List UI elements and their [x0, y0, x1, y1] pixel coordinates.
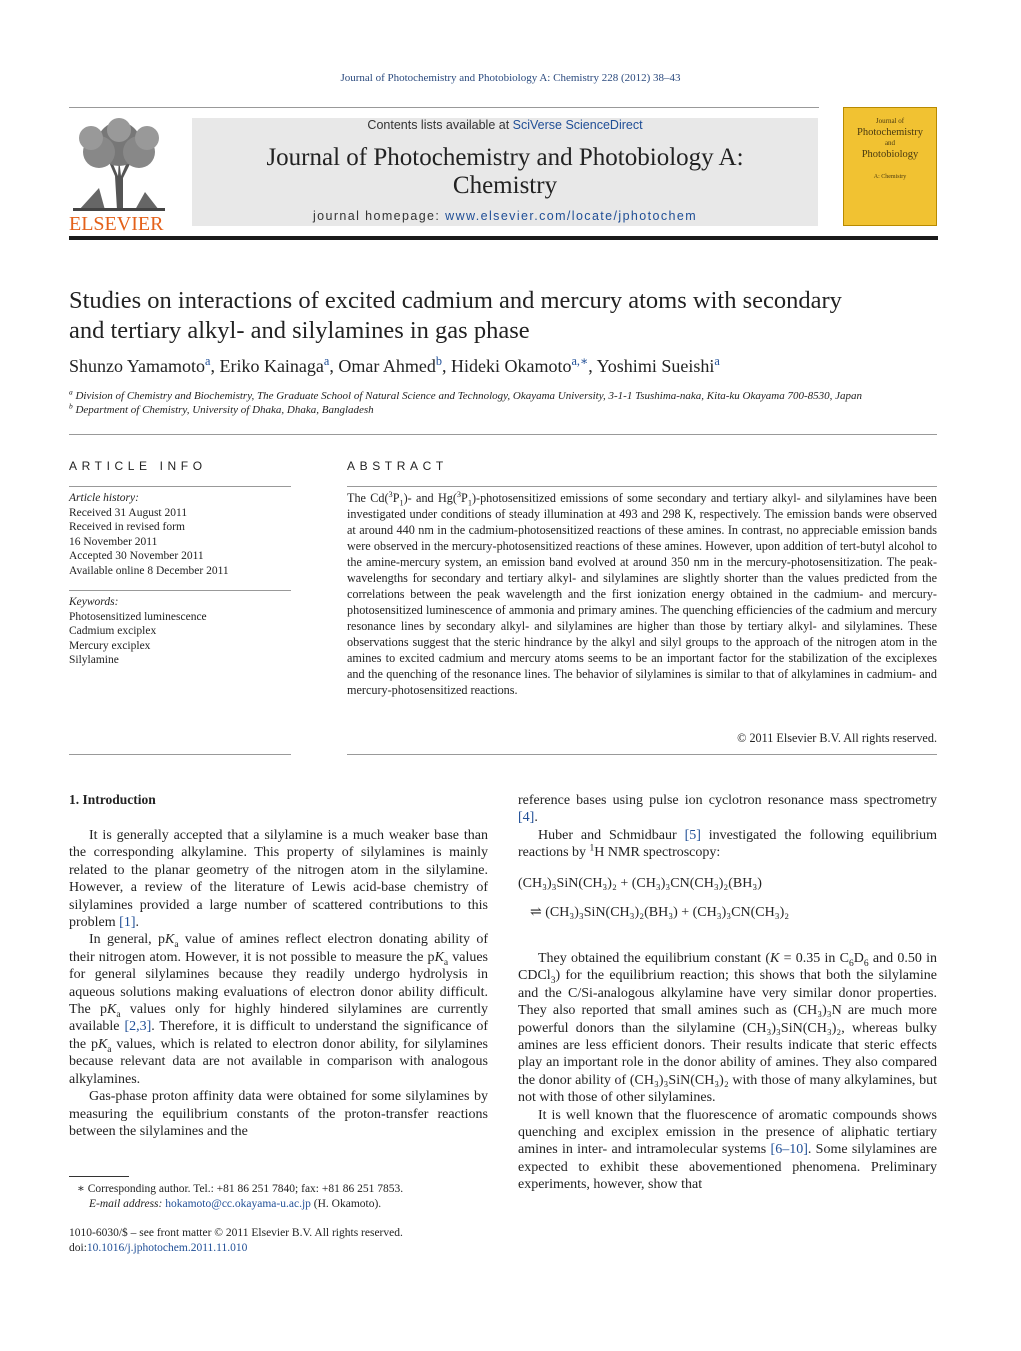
paragraph-text: H NMR spectroscopy: — [594, 845, 721, 861]
author-name[interactable]: Shunzo Yamamoto — [69, 356, 206, 376]
elsevier-tree-icon — [69, 118, 169, 212]
homepage-prefix: journal homepage: — [312, 209, 446, 223]
masthead-rule — [69, 236, 938, 240]
left-column-body — [69, 827, 488, 1140]
history-item: Received in revised form — [69, 521, 185, 533]
paragraph-text: values for general silylamines because they readily undergo hydrolysis in aqueous solutions making evaluations of electron donor ability difficult. The p — [69, 949, 488, 1018]
footnotes — [69, 1182, 499, 1211]
citation-link[interactable]: [4] — [518, 810, 535, 826]
issn-line: 1010-6030/$ – see front matter © 2011 Elsevier B.V. All rights reserved. — [69, 1227, 403, 1239]
author-affil-mark[interactable]: a — [714, 354, 720, 368]
article-info-label: ARTICLE INFO — [69, 459, 207, 473]
citation-link[interactable]: [2,3] — [124, 1019, 152, 1035]
paragraph-text: They obtained the equilibrium constant ( — [538, 951, 770, 966]
abstract-rule — [347, 486, 937, 487]
keyword: Cadmium exciplex — [69, 625, 157, 637]
footnote-text: (H. Okamoto). — [310, 1197, 382, 1210]
author-affil-mark[interactable]: a — [323, 354, 330, 368]
pka-symbol: K — [97, 1036, 108, 1052]
author-name[interactable]: Omar Ahmed — [338, 356, 436, 376]
article-title-line1: Studies on interactions of excited cadmium and mercury atoms with secondary — [69, 287, 842, 314]
journal-homepage — [192, 209, 818, 223]
author-name[interactable]: Eriko Kainaga — [219, 356, 324, 376]
email-label: E-mail address: — [89, 1197, 166, 1210]
paragraph-text: . — [534, 810, 538, 826]
contents-line — [192, 118, 818, 132]
paragraph-text: values, which is related to electron donor ability, for silylamines because relevant data are not available in comparison with analogous alkylamines. — [69, 1036, 488, 1087]
affiliation-text: Department of Chemistry, University of Dhaka, Dhaka, Bangladesh — [75, 404, 374, 416]
email-link[interactable]: hokamoto@cc.okayama-u.ac.jp — [165, 1197, 311, 1210]
article-info-bottom-rule — [69, 754, 291, 755]
sciencedirect-link[interactable]: SciVerse ScienceDirect — [512, 118, 643, 132]
keyword: Photosensitized luminescence — [69, 610, 207, 623]
journal-title-line2: Chemistry — [452, 172, 558, 199]
journal-title-line1: Journal of Photochemistry and Photobiology A: — [266, 144, 744, 171]
paragraph — [518, 1107, 937, 1194]
equation-line1: (CH₃)₃SiN(CH₃)₂ + (CH₃)₃CN(CH₃)₂(BH₃) — [518, 876, 762, 891]
paragraph-text: = 0.35 in C — [779, 951, 849, 966]
footnote-text: Corresponding author. Tel.: +81 86 251 7840; fax: +81 86 251 7853. — [84, 1183, 404, 1195]
section-divider — [69, 434, 937, 435]
footnote-rule — [69, 1176, 129, 1177]
term-symbol-sup: 3 — [456, 489, 462, 499]
history-item: Accepted 30 November 2011 — [69, 550, 204, 562]
keywords-rule — [69, 590, 291, 591]
abstract-segment: )- and Hg( — [403, 491, 457, 505]
affiliation-a — [69, 389, 939, 403]
keywords-label: Keywords: — [69, 596, 119, 608]
paragraph — [69, 931, 488, 1088]
history-item: 16 November 2011 — [69, 535, 158, 548]
term-symbol-sup: 3 — [388, 489, 393, 499]
paragraph-text: investigated the following equilibrium reactions by — [518, 827, 937, 861]
history-item: Available online 8 December 2011 — [69, 564, 229, 577]
formula-subscript: 6 — [863, 958, 869, 969]
abstract-text — [347, 490, 937, 698]
keywords — [69, 595, 291, 668]
affiliation-text: Division of Chemistry and Biochemistry, The Graduate School of Natural Science and Technology, Okayama University, 3-1-1 Tsushima-naka, Kita-ku Okayama 700-8530, Japan — [75, 390, 862, 402]
article-title-line2: and tertiary alkyl- and silylamines in gas phase — [69, 317, 530, 344]
paragraph-text: . Therefore, it is difficult to understand the significance of the p — [69, 1019, 488, 1052]
equilibrium-symbol: K — [770, 951, 780, 966]
keyword: Silylamine — [69, 654, 119, 666]
elsevier-logo — [69, 118, 169, 235]
citation-link[interactable]: [1] — [119, 915, 136, 931]
pka-subscript: a — [107, 1044, 112, 1055]
pka-symbol: K — [434, 949, 444, 965]
pka-subscript: a — [116, 1009, 121, 1020]
paragraph-text: It is well known that the fluorescence of aromatic compounds shows quenching and exciplex emission in the presence of aliphatic tertiary amines in inter- and intramolecular systems — [518, 1107, 937, 1158]
pka-subscript: a — [174, 940, 179, 951]
front-matter — [69, 1226, 499, 1255]
pka-symbol: K — [165, 932, 175, 948]
doi-prefix: doi: — [69, 1241, 87, 1254]
pka-symbol: K — [107, 1002, 117, 1018]
paragraph — [69, 827, 488, 931]
paragraph — [518, 827, 937, 862]
corresponding-author-note — [69, 1182, 499, 1197]
author-affil-mark[interactable]: b — [435, 354, 442, 368]
affiliations — [69, 389, 939, 417]
doi-link[interactable]: 10.1016/j.jphotochem.2011.11.010 — [86, 1241, 248, 1254]
header-divider — [69, 107, 819, 108]
cover-line3: and — [884, 139, 896, 147]
copyright: © 2011 Elsevier B.V. All rights reserved. — [737, 731, 937, 745]
author-affil-mark[interactable]: a — [205, 354, 211, 368]
term-symbol: P — [392, 491, 400, 505]
pka-subscript: a — [443, 957, 449, 968]
abstract-segment: The Cd( — [347, 491, 389, 505]
paragraph — [518, 792, 937, 827]
keyword: Mercury exciplex — [69, 639, 151, 652]
article-info-rule — [69, 486, 291, 487]
abstract-bottom-rule — [347, 754, 937, 755]
history-label: Article history: — [69, 492, 139, 504]
homepage-link[interactable]: www.elsevier.com/locate/jphotochem — [445, 209, 698, 223]
author-affil-mark[interactable]: a,∗ — [571, 354, 589, 368]
citation-link[interactable]: [6–10] — [770, 1142, 808, 1158]
paragraph-text: reference bases using pulse ion cyclotron resonance mass spectrometry — [518, 793, 937, 808]
contents-prefix: Contents lists available at — [367, 118, 513, 132]
citation-link[interactable]: [5] — [684, 827, 701, 843]
paragraph-text: . Some silylamines are expected to exhibit these abovementioned phenomena. Preliminary experiments, however, show that — [518, 1142, 937, 1193]
paragraph-text: Huber and Schmidbaur — [538, 827, 685, 843]
author-name[interactable]: Yoshimi Sueishi — [596, 356, 715, 376]
right-column-top — [518, 792, 937, 862]
cover-line4: Photobiology — [861, 149, 919, 160]
article-title — [69, 286, 939, 346]
elsevier-wordmark: ELSEVIER — [69, 213, 164, 235]
author-name[interactable]: Hideki Okamoto — [450, 356, 572, 376]
paragraph-text: D — [853, 951, 864, 966]
paragraph-text: ) for the equilibrium reaction; this shows that both the silylamine and the C/Si-analogous alkylamine have very similar donor properties. They also reported that small amines such as (CH₃)₃N are much more powerful donors than the silylamine (CH₃)₃SiN(CH₃)₂, whereas bulky amines are less efficient donors. Their results indicate that steric effects play an important role in the donor ability of amines. They also compared the donor ability of (CH₃)₃SiN(CH₃)₂ with those of many alkylamines, but not with those of other silylamines. — [518, 968, 937, 1106]
paragraph-text: and 0.50 in CDCl — [518, 951, 938, 984]
footnote-star: ∗ — [77, 1183, 85, 1195]
cover-line2: Photochemistry — [857, 127, 923, 138]
affiliation-b — [69, 403, 939, 417]
journal-title — [192, 144, 818, 200]
doi-line — [69, 1241, 499, 1256]
article-history — [69, 491, 291, 578]
term-symbol-sub: 1 — [467, 498, 472, 508]
term-symbol: P — [461, 491, 468, 505]
cover-line5: A: Chemistry — [873, 174, 907, 180]
paragraph-text: In general, p — [89, 932, 165, 948]
paragraph-text: It is generally accepted that a silylamine is a much weaker base than the corresponding alkylamine. This property of silylamines is mainly related to the planar geometry of the nitrogen atom in the silylamine. However, a review of the literature of Lewis acid-base chemistry of silylamines provided a large number of scattered contributions to this problem — [69, 828, 488, 931]
running-head[interactable]: Journal of Photochemistry and Photobiology A: Chemistry 228 (2012) 38–43 — [340, 72, 681, 84]
formula-subscript: 6 — [848, 958, 854, 969]
email-note — [69, 1197, 499, 1212]
paragraph — [518, 950, 937, 1107]
affiliation-mark: b — [69, 401, 73, 411]
journal-cover[interactable] — [843, 107, 937, 226]
nmr-superscript: 1 — [589, 843, 595, 854]
author-list: Shunzo Yamamoto$^a$, Eriko Kainaga$^a$, Omar Ahmed$^b$, Hideki Okamoto$^{a,∗}$, Yoshimi Sueishi$^a$ — [69, 354, 720, 376]
paragraph-text: value of amines reflect electron donating ability of their nitrogen atom. However, it is not possible to measure the p — [69, 932, 489, 965]
right-column-body — [518, 950, 937, 1194]
affiliation-mark: a — [69, 387, 73, 397]
section-heading-introduction: 1. Introduction — [69, 792, 156, 807]
paragraph-text: values only for highly hindered silylamines are currently available — [69, 1002, 488, 1035]
abstract-segment: )-photosensitized emissions of some secondary and tertiary alkyl- and silylamines have been investigated under conditions of steady illumination at 493 and 298 K, respectively. The emission bands were observed at around 440 nm in the cadmium-photosensitized reactions of these amines. In contrast, no appreciable emission bands were observed in the mercury-photosensitized reactions of these amines. However, upon addition of tert-butyl alcohol to the amine-mercury system, an emission band evolved at around 350 nm in the mercury-photosensitization. The peak-wavelengths for secondary and tertiary alkyl- and silylamines are slightly shorter than the values predicted from the correlations between the peak wavelength and the first ionization energy obtained in the cadmium- and mercury-photosensitized luminescence of ammonia and primary amines. The quenching efficiencies of the cadmium and mercury resonance lines by secondary alkyl- and silylamines are higher than those by tertiary alkyl- and silylamines. These observations suggest that the steric hindrance by the alkyl and silyl groups to the approach of the nitrogen atom in the amines to excited cadmium and mercury atoms seems to be an important factor for the stabilization of the exciplexes and the quenching of the resonance lines. The behavior of silylamines is similar to that of alkylamines in cadmium- and mercury-photosensitized reactions. — [347, 491, 938, 697]
paragraph: Gas-phase proton affinity data were obtained for some silylamines by measuring the equilibrium constants of the proton-transfer reactions between the silylamines and the — [69, 1089, 488, 1139]
formula-subscript: 3 — [550, 976, 556, 987]
cover-line1: Journal of — [875, 117, 905, 125]
paragraph-text: . — [135, 915, 139, 931]
history-item: Received 31 August 2011 — [69, 506, 188, 519]
term-symbol-sub: 1 — [399, 498, 404, 508]
abstract-label: ABSTRACT — [347, 459, 448, 473]
equation-line2: ⇌ (CH₃)₃SiN(CH₃)₂(BH₃) + (CH₃)₃CN(CH₃)₂ — [530, 905, 790, 920]
